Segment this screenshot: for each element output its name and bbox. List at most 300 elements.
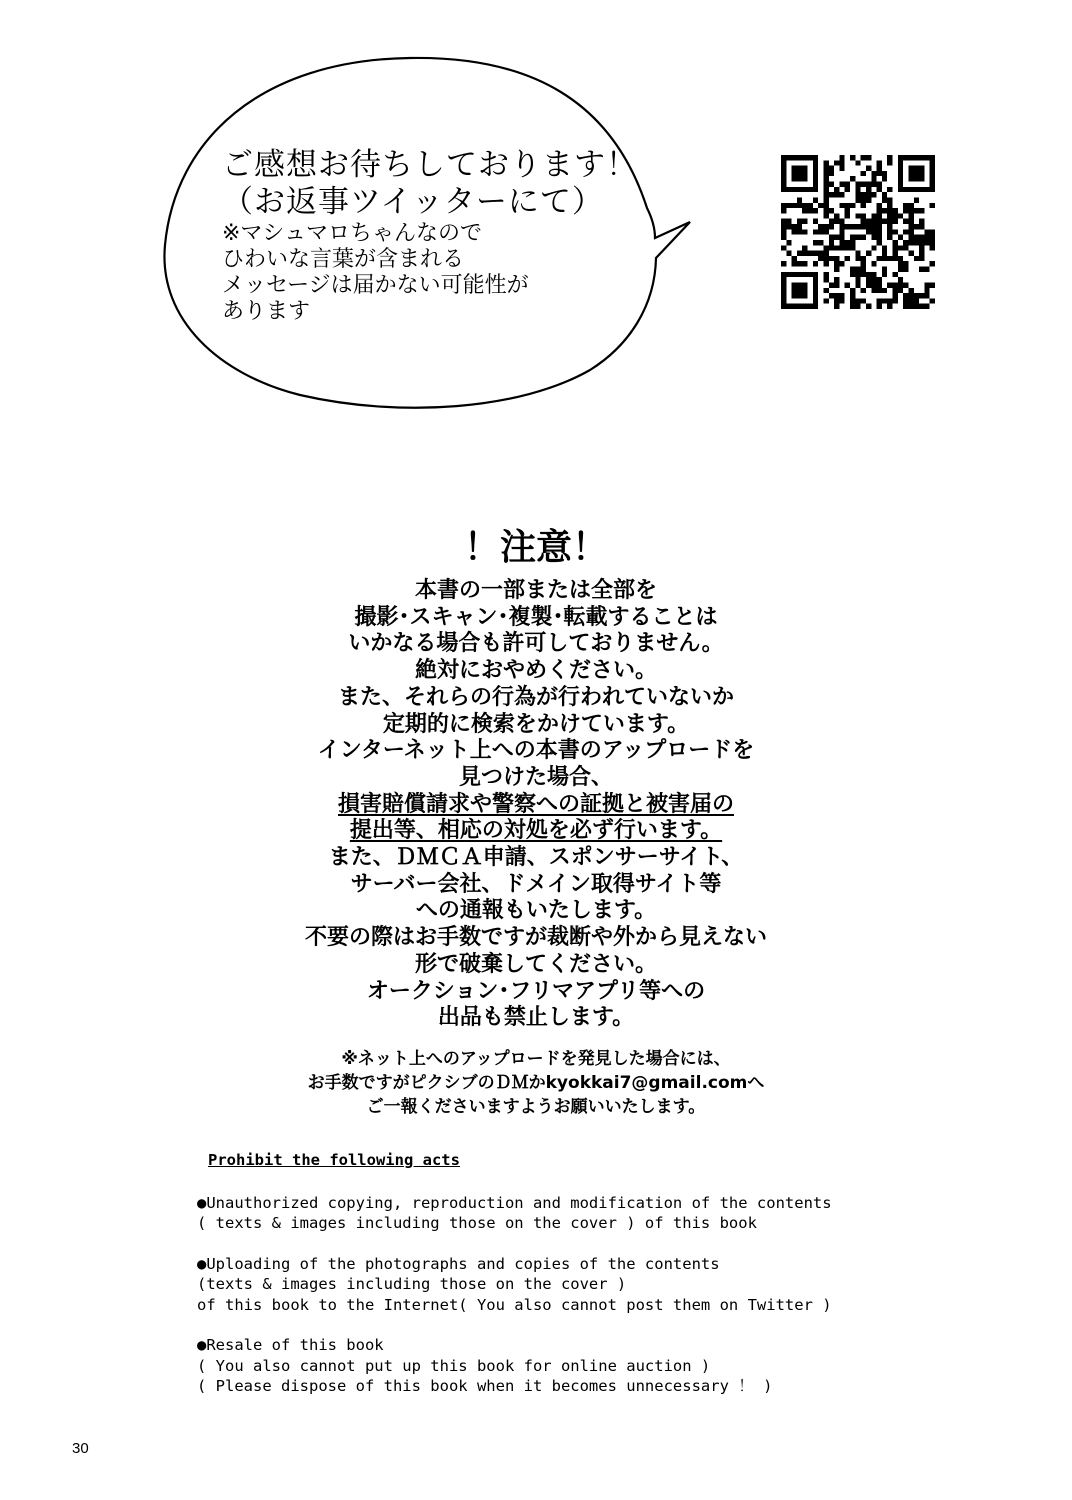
qr-module	[919, 267, 924, 272]
qr-module	[834, 293, 839, 298]
qr-module	[866, 197, 871, 202]
qr-module	[823, 176, 828, 181]
qr-module	[781, 171, 786, 176]
qr-module	[882, 298, 887, 303]
qr-module	[781, 224, 786, 229]
qr-module	[797, 282, 802, 287]
qr-module	[908, 155, 913, 160]
qr-module	[919, 293, 924, 298]
qr-module	[845, 245, 850, 250]
qr-module	[786, 187, 791, 192]
qr-module	[792, 256, 797, 261]
qr-module	[813, 187, 818, 192]
qr-module	[818, 224, 823, 229]
qr-module	[887, 155, 892, 160]
qr-module	[808, 251, 813, 256]
qr-module	[898, 288, 903, 293]
english-section	[197, 1150, 957, 1417]
qr-module	[850, 288, 855, 293]
notice-line: サーバー会社、ドメイン取得サイト等	[350, 871, 722, 897]
qr-module	[813, 277, 818, 282]
notice-line: への通報もいたします。	[415, 898, 657, 924]
qr-module	[866, 282, 871, 287]
qr-module	[829, 208, 834, 213]
qr-module	[829, 235, 834, 240]
qr-module	[818, 203, 823, 208]
qr-module	[802, 229, 807, 234]
qr-module	[823, 213, 828, 218]
qr-module	[919, 176, 924, 181]
qr-module	[781, 293, 786, 298]
qr-module	[808, 208, 813, 213]
notice-line: 絶対におやめください。	[414, 658, 657, 684]
qr-module	[877, 208, 882, 213]
qr-module	[845, 213, 850, 218]
qr-module	[855, 182, 860, 187]
qr-module	[914, 256, 919, 261]
qr-module	[823, 171, 828, 176]
qr-module	[792, 272, 797, 277]
qr-module	[823, 277, 828, 282]
qr-module	[802, 176, 807, 181]
qr-module	[797, 203, 802, 208]
qr-module	[887, 160, 892, 165]
qr-module	[813, 219, 818, 224]
qr-module	[866, 187, 871, 192]
qr-module	[877, 298, 882, 303]
qr-module	[877, 219, 882, 224]
qr-module	[855, 197, 860, 202]
qr-module	[908, 229, 913, 234]
qr-module	[882, 192, 887, 197]
qr-module	[919, 219, 924, 224]
qr-module	[887, 235, 892, 240]
qr-module	[914, 235, 919, 240]
qr-module	[887, 229, 892, 234]
qr-module	[924, 282, 929, 287]
qr-module	[882, 197, 887, 202]
qr-module	[861, 267, 866, 272]
qr-module	[792, 229, 797, 234]
bubble-note-1: ※マシュマロちゃんなので	[222, 221, 482, 246]
qr-module	[781, 229, 786, 234]
qr-module	[919, 187, 924, 192]
qr-module	[882, 171, 887, 176]
qr-module	[781, 203, 786, 208]
qr-module	[792, 224, 797, 229]
qr-module	[893, 256, 898, 261]
qr-module	[871, 224, 876, 229]
qr-module	[898, 182, 903, 187]
qr-module	[786, 272, 791, 277]
qr-module	[855, 282, 860, 287]
notice-line: オークション･フリマアプリ等への	[366, 978, 706, 1004]
qr-module	[877, 229, 882, 234]
qr-module	[839, 240, 844, 245]
qr-module	[871, 219, 876, 224]
qr-module	[908, 251, 913, 256]
qr-module	[792, 176, 797, 181]
qr-module	[877, 304, 882, 309]
qr-module	[903, 229, 908, 234]
qr-module	[823, 224, 828, 229]
qr-module	[861, 182, 866, 187]
qr-module	[802, 288, 807, 293]
qr-module	[887, 208, 892, 213]
qr-module	[797, 187, 802, 192]
qr-module	[861, 155, 866, 160]
qr-module	[903, 219, 908, 224]
qr-module	[919, 166, 924, 171]
qr-module	[930, 155, 935, 160]
qr-module	[786, 155, 791, 160]
qr-module	[792, 203, 797, 208]
qr-module	[893, 213, 898, 218]
notice-underlined-line	[186, 792, 886, 819]
english-heading: Prohibit the following acts	[208, 1151, 460, 1169]
notice-body	[186, 578, 886, 1032]
qr-module	[855, 224, 860, 229]
qr-module	[919, 245, 924, 250]
qr-module	[786, 304, 791, 309]
qr-module	[908, 213, 913, 218]
qr-module	[781, 298, 786, 303]
qr-module	[871, 176, 876, 181]
qr-module	[871, 282, 876, 287]
qr-module	[802, 208, 807, 213]
qr-module	[903, 282, 908, 287]
report-note	[186, 1047, 886, 1119]
qr-module	[866, 166, 871, 171]
qr-module	[850, 240, 855, 245]
qr-module	[834, 219, 839, 224]
qr-module	[823, 229, 828, 234]
qr-module	[877, 240, 882, 245]
qr-module	[792, 166, 797, 171]
qr-module	[823, 251, 828, 256]
report-note-line: ご一報くださいますようお願いいたします。	[366, 1097, 706, 1117]
qr-module	[829, 282, 834, 287]
qr-module	[930, 160, 935, 165]
qr-module	[823, 203, 828, 208]
notice-line: インターネット上への本書のアップロードを	[317, 738, 755, 764]
qr-module	[861, 224, 866, 229]
qr-module	[908, 304, 913, 309]
qr-module	[786, 240, 791, 245]
qr-module	[781, 187, 786, 192]
qr-module	[914, 187, 919, 192]
qr-module	[903, 293, 908, 298]
qr-module	[914, 298, 919, 303]
qr-module	[882, 256, 887, 261]
qr-module	[813, 293, 818, 298]
qr-module	[887, 298, 892, 303]
qr-module	[855, 272, 860, 277]
qr-module	[781, 261, 786, 266]
notice-underlined-text: 提出等、相応の対処を必ず行います。	[349, 818, 723, 844]
qr-module	[877, 203, 882, 208]
qr-module	[850, 272, 855, 277]
qr-module	[823, 261, 828, 266]
qr-module	[866, 251, 871, 256]
qr-module	[813, 282, 818, 287]
qr-module	[839, 224, 844, 229]
qr-module	[855, 192, 860, 197]
notice-line: また、ＤＭＣＡ申請、スポンサーサイト、	[328, 845, 744, 871]
qr-module	[866, 182, 871, 187]
qr-module	[829, 293, 834, 298]
qr-module	[877, 224, 882, 229]
qr-module	[781, 208, 786, 213]
notice-underlined-text: 損害賠償請求や警察への証拠と被害届の	[337, 791, 734, 817]
qr-module	[802, 293, 807, 298]
qr-module	[797, 261, 802, 266]
qr-module	[813, 288, 818, 293]
qr-module	[908, 187, 913, 192]
qr-module	[813, 160, 818, 165]
notice-line: 形で破棄してください。	[414, 951, 657, 977]
qr-module	[861, 197, 866, 202]
qr-module	[914, 171, 919, 176]
prohibition-line: ●Resale of this book	[197, 1336, 384, 1354]
qr-module	[845, 187, 850, 192]
qr-module	[893, 219, 898, 224]
qr-module	[866, 224, 871, 229]
qr-module	[898, 213, 903, 218]
report-note-line: お手数ですがピクシブのＤＭかkyokkai7@gmail.comへ	[307, 1073, 765, 1093]
qr-module	[903, 208, 908, 213]
qr-module	[919, 171, 924, 176]
qr-module	[930, 187, 935, 192]
qr-module	[898, 235, 903, 240]
qr-module	[924, 267, 929, 272]
qr-module	[887, 282, 892, 287]
qr-module	[813, 261, 818, 266]
qr-module	[792, 155, 797, 160]
qr-module	[850, 298, 855, 303]
qr-module	[839, 160, 844, 165]
qr-module	[930, 245, 935, 250]
qr-module	[898, 277, 903, 282]
qr-module	[855, 256, 860, 261]
qr-module	[898, 155, 903, 160]
qr-module	[797, 304, 802, 309]
qr-module	[839, 229, 844, 234]
qr-module	[877, 187, 882, 192]
qr-module	[792, 288, 797, 293]
qr-module	[908, 208, 913, 213]
qr-module	[914, 304, 919, 309]
qr-module	[823, 182, 828, 187]
qr-module	[908, 293, 913, 298]
qr-module	[797, 166, 802, 171]
qr-module	[861, 192, 866, 197]
qr-module	[850, 304, 855, 309]
qr-module	[797, 224, 802, 229]
qr-module	[866, 277, 871, 282]
qr-module	[850, 203, 855, 208]
qr-module	[866, 155, 871, 160]
qr-module	[908, 235, 913, 240]
bubble-line-2: （お返事ツイッターにて）	[222, 184, 604, 220]
qr-module	[877, 256, 882, 261]
qr-module	[797, 155, 802, 160]
qr-module	[792, 293, 797, 298]
qr-module	[871, 288, 876, 293]
qr-module	[866, 192, 871, 197]
qr-module	[802, 245, 807, 250]
qr-module	[786, 203, 791, 208]
notice-line: 本書の一部または全部を	[414, 578, 657, 603]
qr-module	[802, 304, 807, 309]
qr-module	[781, 160, 786, 165]
notice-title: ！注意！	[463, 527, 608, 568]
qr-module	[914, 224, 919, 229]
qr-module	[786, 251, 791, 256]
qr-module	[802, 251, 807, 256]
qr-module	[781, 235, 786, 240]
qr-module	[882, 176, 887, 181]
qr-module	[887, 304, 892, 309]
prohibition-line: ( You also cannot put up this book for online auction )	[197, 1356, 711, 1375]
qr-module	[792, 171, 797, 176]
qr-module	[930, 261, 935, 266]
qr-module	[855, 298, 860, 303]
prohibition-line: ( Please dispose of this book when it becomes unnecessary ！ )	[197, 1377, 773, 1395]
qr-module	[781, 277, 786, 282]
bubble-text	[222, 147, 642, 325]
qr-module	[924, 187, 929, 192]
qr-module	[898, 171, 903, 176]
qr-module	[908, 240, 913, 245]
qr-module	[850, 176, 855, 181]
qr-module	[813, 272, 818, 277]
qr-module	[802, 219, 807, 224]
qr-module	[834, 304, 839, 309]
qr-module	[839, 261, 844, 266]
qr-module	[808, 155, 813, 160]
qr-module	[871, 245, 876, 250]
qr-module	[829, 219, 834, 224]
qr-module	[887, 187, 892, 192]
qr-module	[914, 293, 919, 298]
qr-module	[823, 166, 828, 171]
qr-module	[898, 267, 903, 272]
qr-module	[802, 272, 807, 277]
qr-module	[882, 251, 887, 256]
qr-module	[813, 229, 818, 234]
qr-module	[930, 166, 935, 171]
qr-module	[781, 282, 786, 287]
bubble-note-4: あります	[222, 299, 311, 324]
qr-module	[898, 166, 903, 171]
qr-module	[861, 288, 866, 293]
qr-module	[834, 213, 839, 218]
qr-module	[781, 182, 786, 187]
prohibition-item	[197, 1335, 957, 1397]
qr-module	[823, 245, 828, 250]
qr-module	[871, 229, 876, 234]
qr-module	[823, 288, 828, 293]
prohibition-line: of this book to the Internet( You also cannot post them on Twitter )	[197, 1295, 832, 1314]
qr-module	[781, 272, 786, 277]
qr-module	[802, 261, 807, 266]
qr-module	[802, 171, 807, 176]
qr-module	[855, 267, 860, 272]
qr-module	[914, 240, 919, 245]
qr-module	[908, 219, 913, 224]
qr-module	[839, 293, 844, 298]
qr-module	[839, 166, 844, 171]
qr-module	[813, 155, 818, 160]
qr-module	[823, 208, 828, 213]
qr-module	[861, 219, 866, 224]
qr-module	[877, 277, 882, 282]
qr-module	[797, 197, 802, 202]
prohibition-line: ●Uploading of the photographs and copies of the contents	[197, 1254, 720, 1273]
qr-module	[887, 213, 892, 218]
qr-module	[855, 187, 860, 192]
prohibition-item	[197, 1193, 957, 1234]
qr-module	[829, 256, 834, 261]
qr-module	[839, 192, 844, 197]
qr-module	[919, 304, 924, 309]
qr-module	[877, 282, 882, 287]
qr-module	[903, 304, 908, 309]
qr-module	[877, 160, 882, 165]
qr-module	[834, 282, 839, 287]
qr-module	[834, 245, 839, 250]
qr-module	[845, 224, 850, 229]
notice-line: また、それらの行為が行われていないか	[337, 684, 734, 710]
qr-module	[893, 229, 898, 234]
qr-module	[855, 251, 860, 256]
qr-module	[850, 245, 855, 250]
qr-module	[898, 245, 903, 250]
qr-module	[861, 298, 866, 303]
qr-module	[877, 288, 882, 293]
qr-module	[839, 182, 844, 187]
qr-module	[781, 304, 786, 309]
qr-module	[813, 171, 818, 176]
qr-module	[903, 203, 908, 208]
qr-module	[930, 176, 935, 181]
qr-module	[839, 235, 844, 240]
prohibition-line: ●Unauthorized copying, reproduction and modification of the contents	[197, 1193, 832, 1212]
qr-module	[893, 293, 898, 298]
qr-module	[813, 304, 818, 309]
qr-module	[871, 192, 876, 197]
qr-module	[893, 288, 898, 293]
qr-module	[903, 155, 908, 160]
qr-module	[781, 219, 786, 224]
qr-module	[893, 245, 898, 250]
qr-module	[808, 187, 813, 192]
qr-module	[834, 298, 839, 303]
qr-module	[882, 288, 887, 293]
qr-code-icon[interactable]	[779, 155, 937, 309]
qr-module	[914, 176, 919, 181]
qr-module	[850, 224, 855, 229]
qr-module	[919, 208, 924, 213]
qr-module	[802, 166, 807, 171]
qr-module	[792, 304, 797, 309]
qr-module	[829, 171, 834, 176]
qr-module	[829, 245, 834, 250]
qr-module	[924, 240, 929, 245]
qr-module	[903, 298, 908, 303]
qr-module	[930, 282, 935, 287]
